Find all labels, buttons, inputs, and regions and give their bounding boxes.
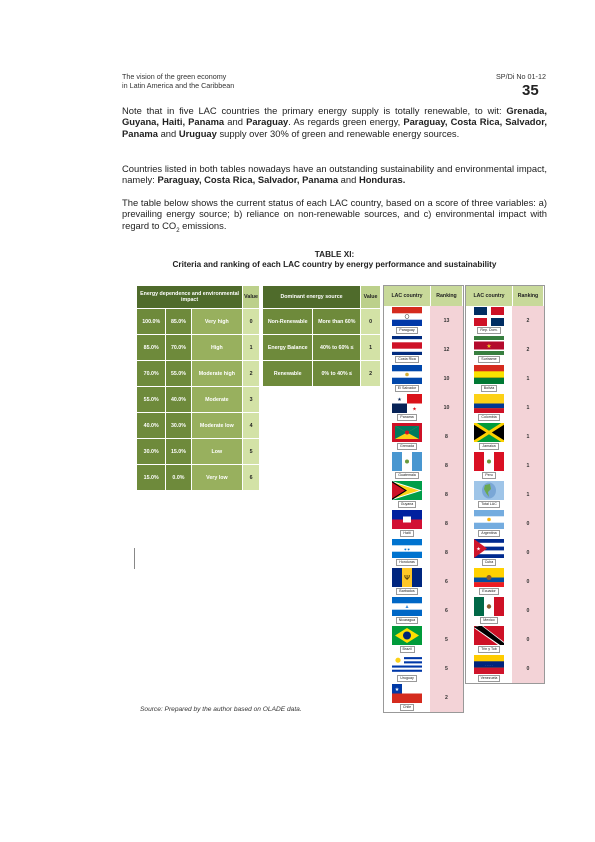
table1-row — [137, 309, 260, 335]
ranking-row — [466, 393, 544, 422]
table1-row — [137, 361, 260, 387]
ranking-row — [384, 422, 463, 451]
paragraph-renewable — [122, 105, 547, 139]
costarica-flag-icon — [392, 336, 422, 355]
ranking-row — [466, 306, 544, 335]
range-upper: 55.0% — [137, 387, 166, 413]
country-cell — [466, 422, 512, 451]
ecuador-flag-icon — [474, 568, 504, 587]
brazil-flag-icon — [392, 626, 422, 645]
cuba-flag-icon — [474, 539, 504, 558]
table1-row — [137, 387, 260, 413]
share-range: More than 60% — [313, 309, 361, 335]
country-name: Nicaragua — [396, 617, 418, 624]
bolivia-flag-icon — [474, 365, 504, 384]
peru-flag-icon — [474, 452, 504, 471]
guyana-flag-icon — [392, 481, 422, 500]
ranking-row — [384, 393, 463, 422]
ranking-table-right — [465, 285, 545, 684]
ranking-row — [466, 625, 544, 654]
trinidad-flag-icon — [474, 626, 504, 645]
country-cell — [384, 625, 430, 654]
country-name: Costa Rica — [395, 356, 419, 363]
country-name: Argentina — [478, 530, 499, 537]
ranking-row — [466, 451, 544, 480]
ranking-row — [466, 509, 544, 538]
country-ranking: 1 — [512, 480, 544, 509]
table2-row — [263, 361, 381, 387]
range-upper: 30.0% — [137, 439, 166, 465]
country-cell — [384, 654, 430, 683]
nicaragua-flag-icon — [392, 597, 422, 616]
paraguay-flag-icon — [392, 307, 422, 326]
country-cell — [384, 306, 430, 335]
text: The table below shows the current status of each LAC country, based on a score of three variables: a) prevailing energy source; b) reliance on non-renewable sources, and c) environmental impact with regard to CO — [122, 197, 547, 231]
ranking-row — [384, 480, 463, 509]
ranking-row — [466, 596, 544, 625]
bold-countries: Grenada, Guyana, Haiti, Panama — [122, 105, 547, 128]
table1-row — [137, 335, 260, 361]
subscript: 2 — [176, 227, 180, 234]
svg-text:★: ★ — [412, 406, 417, 413]
ranking-row — [384, 538, 463, 567]
country-cell — [466, 335, 512, 364]
share-range: 40% to 60% ≤ — [313, 335, 361, 361]
impact-value: 2 — [243, 361, 260, 387]
country-ranking: 0 — [512, 596, 544, 625]
svg-text:Ψ: Ψ — [404, 575, 410, 582]
bold-country: Paraguay — [246, 116, 289, 128]
svg-text:★: ★ — [397, 397, 402, 403]
range-upper: 15.0% — [137, 465, 166, 491]
text: and — [338, 174, 359, 186]
ranking-row — [466, 567, 544, 596]
table-caption-number: TABLE XI: — [314, 250, 355, 259]
impact-value: 0 — [243, 309, 260, 335]
ranking-header-rank: Ranking — [513, 286, 544, 306]
impact-level: Very low — [191, 465, 243, 491]
ranking-row — [466, 335, 544, 364]
country-ranking: 10 — [430, 393, 463, 422]
jamaica-flag-icon — [474, 423, 504, 442]
country-ranking: 1 — [512, 364, 544, 393]
impact-value: 6 — [243, 465, 260, 491]
document-code: SP/Di No 01-12 — [496, 72, 546, 81]
impact-value: 4 — [243, 413, 260, 439]
country-name: Venezuela — [478, 675, 501, 682]
country-cell — [384, 509, 430, 538]
table1-row — [137, 439, 260, 465]
country-cell — [466, 625, 512, 654]
country-ranking: 2 — [512, 306, 544, 335]
guatemala-flag-icon — [392, 452, 422, 471]
svg-text:★: ★ — [394, 687, 400, 693]
range-lower: 85.0% — [166, 309, 191, 335]
ranking-row — [384, 625, 463, 654]
country-cell — [384, 364, 430, 393]
ranking-row — [384, 596, 463, 625]
country-ranking: 2 — [512, 335, 544, 364]
table1-header-label: Energy dependence and environmental impact — [137, 286, 243, 309]
range-lower: 0.0% — [166, 465, 191, 491]
venezuela-flag-icon — [474, 655, 504, 674]
mexico-flag-icon — [474, 597, 504, 616]
ranking-row — [384, 335, 463, 364]
country-name: Guyana — [398, 501, 417, 508]
country-ranking: 0 — [512, 509, 544, 538]
country-name: Colombia — [478, 414, 499, 421]
text: emissions. — [179, 219, 227, 231]
country-cell — [466, 451, 512, 480]
country-cell — [384, 683, 430, 712]
text: . As regards green energy, — [288, 116, 404, 128]
chile-flag-icon — [392, 684, 422, 703]
country-name: Honduras — [396, 559, 418, 566]
ranking-row — [466, 480, 544, 509]
table1-row — [137, 465, 260, 491]
svg-text:· · · · ·: · · · · · — [484, 663, 494, 668]
energy-source: Energy Balance — [263, 335, 313, 361]
country-ranking: 1 — [512, 393, 544, 422]
table2-row — [263, 335, 381, 361]
range-lower: 70.0% — [166, 335, 191, 361]
source-value: 0 — [361, 309, 381, 335]
country-cell — [384, 422, 430, 451]
header-line-1: The vision of the green economy — [122, 72, 227, 81]
country-ranking: 1 — [512, 422, 544, 451]
impact-level: Very high — [191, 309, 243, 335]
country-cell — [466, 509, 512, 538]
country-ranking: 2 — [430, 683, 463, 712]
running-header-title — [122, 72, 234, 90]
ranking-row — [466, 422, 544, 451]
country-name: Brazil — [400, 646, 415, 653]
range-upper: 100.0% — [137, 309, 166, 335]
country-ranking: 5 — [430, 625, 463, 654]
country-name: Bolivia — [481, 385, 498, 392]
country-ranking: 6 — [430, 596, 463, 625]
country-ranking: 0 — [512, 654, 544, 683]
text: and — [157, 127, 179, 139]
range-upper: 40.0% — [137, 413, 166, 439]
header-line-2: in Latin America and the Caribbean — [122, 81, 235, 90]
country-name: Uruguay — [397, 675, 417, 682]
ranking-row — [384, 567, 463, 596]
grenada-flag-icon — [392, 423, 422, 442]
bold-countries: Paraguay, Costa Rica, Salvador, Panama — [157, 174, 339, 186]
country-name: Trin y Tob — [478, 646, 500, 653]
dominant-energy-table — [262, 285, 381, 387]
country-ranking: 8 — [430, 480, 463, 509]
elsalvador-flag-icon — [392, 365, 422, 384]
argentina-flag-icon — [474, 510, 504, 529]
country-ranking: 12 — [430, 335, 463, 364]
country-cell — [384, 335, 430, 364]
bold-country: Honduras. — [358, 174, 406, 186]
country-name: El Salvador — [395, 385, 419, 392]
ranking-row — [384, 364, 463, 393]
ranking-header-rank: Ranking — [431, 286, 463, 306]
country-name: Haiti — [400, 530, 413, 537]
range-lower: 15.0% — [166, 439, 191, 465]
ranking-row — [384, 451, 463, 480]
barbados-flag-icon — [392, 568, 422, 587]
ranking-table-left — [383, 285, 464, 713]
country-cell — [384, 451, 430, 480]
country-cell — [466, 480, 512, 509]
range-upper: 70.0% — [137, 361, 166, 387]
text: and — [224, 116, 247, 128]
table2-row — [263, 309, 381, 335]
impact-value: 5 — [243, 439, 260, 465]
country-cell — [466, 596, 512, 625]
impact-value: 1 — [243, 335, 260, 361]
country-cell — [384, 393, 430, 422]
impact-level: Moderate high — [191, 361, 243, 387]
ranking-row — [466, 538, 544, 567]
country-name: Panama — [397, 414, 416, 421]
source-value: 1 — [361, 335, 381, 361]
domrep-flag-icon — [474, 307, 504, 326]
page-number: 35 — [522, 82, 539, 99]
range-upper: 85.0% — [137, 335, 166, 361]
country-name: Suriname — [478, 356, 499, 363]
country-ranking: 0 — [512, 625, 544, 654]
country-cell — [466, 538, 512, 567]
country-name: Mexico — [480, 617, 497, 624]
text: supply over 30% of green and renewable energy sources. — [216, 127, 460, 139]
country-name: Chile — [400, 704, 414, 711]
bold-country: Uruguay — [178, 127, 217, 139]
ranking-row — [384, 683, 463, 712]
paragraph-table-intro — [122, 197, 547, 237]
country-ranking: 0 — [512, 567, 544, 596]
haiti-flag-icon — [392, 510, 422, 529]
impact-value: 3 — [243, 387, 260, 413]
country-ranking: 0 — [512, 538, 544, 567]
country-ranking: 1 — [512, 451, 544, 480]
margin-rule — [134, 548, 135, 569]
country-ranking: 6 — [430, 567, 463, 596]
table2-header-label: Dominant energy source — [263, 286, 361, 309]
country-ranking: 8 — [430, 422, 463, 451]
globe-flag-icon — [474, 481, 504, 500]
country-cell — [466, 567, 512, 596]
energy-source: Non-Renewable — [263, 309, 313, 335]
table-caption-title: Criteria and ranking of each LAC country by energy performance and sustainability — [172, 260, 497, 269]
country-ranking: 8 — [430, 509, 463, 538]
range-lower: 40.0% — [166, 387, 191, 413]
impact-level: High — [191, 335, 243, 361]
ranking-row — [466, 364, 544, 393]
country-name: Guatemala — [395, 472, 419, 479]
country-cell — [466, 306, 512, 335]
ranking-row — [384, 509, 463, 538]
ranking-row — [384, 654, 463, 683]
country-name: Ecuador — [479, 588, 498, 595]
country-cell — [384, 538, 430, 567]
ranking-row — [384, 306, 463, 335]
ranking-header-country: LAC country — [466, 286, 513, 306]
country-name: Cuba — [482, 559, 497, 566]
country-ranking: 8 — [430, 451, 463, 480]
impact-level: Low — [191, 439, 243, 465]
colombia-flag-icon — [474, 394, 504, 413]
source-note: Source: Prepared by the author based on OLADE data. — [140, 706, 302, 713]
source-value: 2 — [361, 361, 381, 387]
country-name: Barbados — [396, 588, 417, 595]
text: Note that in five LAC countries the primary energy supply is totally renewable, to wit: — [122, 105, 507, 116]
svg-text:★: ★ — [486, 344, 492, 350]
impact-level: Moderate — [191, 387, 243, 413]
country-name: Paraguay — [396, 327, 417, 334]
impact-level: Moderate low — [191, 413, 243, 439]
country-ranking: 10 — [430, 364, 463, 393]
country-cell — [384, 596, 430, 625]
table1-header-value: Value — [243, 286, 260, 309]
country-name: Rep. Dom. — [477, 327, 500, 334]
country-name: Grenada — [397, 443, 417, 450]
country-cell — [384, 480, 430, 509]
panama-flag-icon — [392, 394, 422, 413]
ranking-row — [466, 654, 544, 683]
share-range: 0% to 40% ≤ — [313, 361, 361, 387]
country-ranking: 8 — [430, 538, 463, 567]
country-name: Jamaica — [479, 443, 498, 450]
country-name: Total LAC — [478, 501, 500, 508]
country-cell — [466, 654, 512, 683]
country-name: Peru — [482, 472, 496, 479]
country-cell — [466, 364, 512, 393]
country-cell — [384, 567, 430, 596]
table2-header-value: Value — [361, 286, 381, 309]
honduras-flag-icon — [392, 539, 422, 558]
suriname-flag-icon — [474, 336, 504, 355]
svg-text:✱ ✱: ✱ ✱ — [404, 547, 410, 552]
paragraph-both-tables — [122, 163, 547, 186]
uruguay-flag-icon — [392, 655, 422, 674]
svg-text:★: ★ — [476, 546, 481, 553]
country-cell — [466, 393, 512, 422]
table1-row — [137, 413, 260, 439]
text: Countries listed in both tables nowadays have an outstanding sustainability and environmental impact, namely: — [122, 163, 547, 186]
energy-source: Renewable — [263, 361, 313, 387]
range-lower: 55.0% — [166, 361, 191, 387]
country-ranking: 5 — [430, 654, 463, 683]
country-ranking: 13 — [430, 306, 463, 335]
range-lower: 30.0% — [166, 413, 191, 439]
energy-dependence-table — [136, 285, 260, 491]
ranking-header-country: LAC country — [384, 286, 431, 306]
bold-countries: Paraguay, Costa Rica, Salvador, Panama — [122, 116, 547, 139]
